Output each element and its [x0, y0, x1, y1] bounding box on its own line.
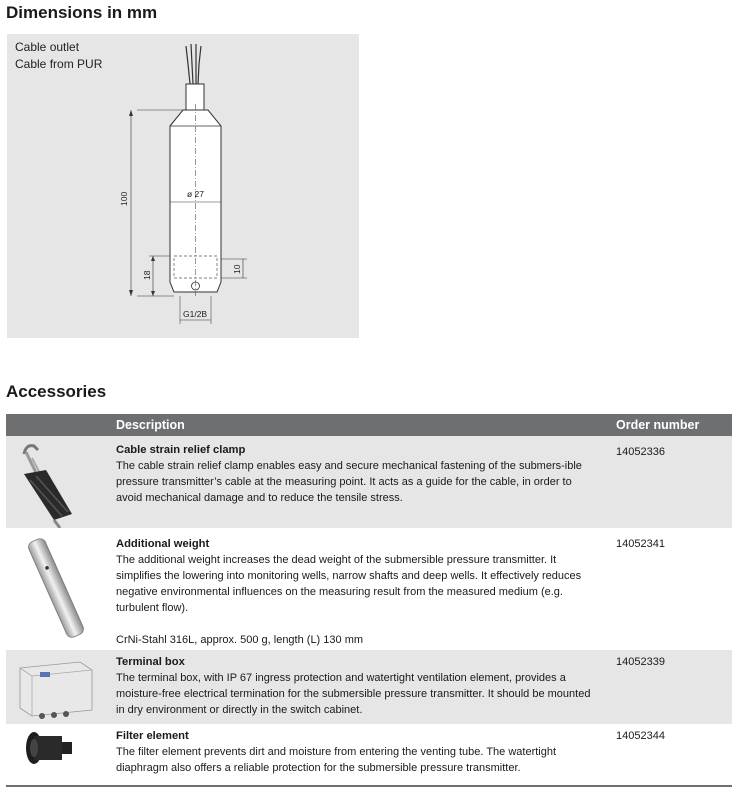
filter-element-image: [6, 726, 106, 776]
order-number: 14052339: [616, 656, 665, 668]
table-row: [6, 530, 732, 648]
accessories-title: Accessories: [6, 382, 107, 401]
table-row: [6, 436, 732, 528]
transmitter-drawing: [7, 34, 359, 338]
table-row: [6, 650, 732, 724]
cable-outlet-caption: Cable outlet: [15, 40, 80, 54]
item-name: Additional weight: [116, 538, 210, 550]
dim-10-label: 10: [232, 264, 242, 274]
order-number: 14052344: [616, 730, 665, 742]
item-description: The filter element prevents dirt and moisture from entering the venting tube. The watertight diaphragm also offers a reliable protection for the submersible pressure transmitter.: [116, 746, 557, 774]
item-material-spec: CrNi-Stahl 316L, approx. 500 g, length (L) 130 mm: [116, 634, 364, 646]
item-description: The cable strain relief clamp enables easy and secure mechanical fastening of the submers-ible pressure transmitter’s cable at the measuring point. It acts as a guide for the cable, in order to avoid mechanical damage and to reduce the tensile stress.: [116, 460, 582, 504]
row-description: [116, 442, 596, 506]
cable-wires: [186, 44, 201, 84]
row-description: [116, 536, 596, 648]
header-description: Description: [116, 418, 185, 432]
item-description: The terminal box, with IP 67 ingress protection and watertight ventilation element, provides a moisture-free electrical termination for the submersible pressure transmitter. It should be mounted in dry environment or directly in the switch cabinet.: [116, 672, 591, 716]
header-order-number: Order number: [616, 418, 700, 432]
terminal-box-image: [6, 650, 106, 724]
cable-material-caption: Cable from PUR: [15, 57, 103, 71]
diameter-label: ø 27: [187, 189, 205, 199]
thread-label: G1/2B: [183, 309, 208, 319]
item-name: Cable strain relief clamp: [116, 444, 246, 456]
order-number: 14052336: [616, 446, 665, 458]
accessories-table: [6, 414, 732, 776]
item-name: Terminal box: [116, 656, 185, 668]
row-description: [116, 728, 596, 776]
table-bottom-rule: [6, 785, 732, 787]
row-description: [116, 654, 596, 718]
item-name: Filter element: [116, 730, 189, 742]
cable-sheath: [186, 84, 204, 110]
length-label: 100: [119, 191, 129, 206]
clamp-image: [6, 436, 106, 528]
table-header: [6, 414, 732, 436]
dim-18-label: 18: [142, 270, 152, 280]
item-description: The additional weight increases the dead weight of the submersible pressure transmitter. It simplifies the lowering into monitoring wells, narrow shafts and deep wells. It effectively reduces negative environmental influences on the measuring result from the measured medium (e.g. turbulent flow).: [116, 554, 582, 614]
order-number: 14052341: [616, 538, 665, 550]
dimensions-title: Dimensions in mm: [6, 3, 158, 22]
table-row: [6, 726, 732, 776]
weight-image: [6, 530, 106, 648]
dimension-drawing: [7, 34, 359, 338]
